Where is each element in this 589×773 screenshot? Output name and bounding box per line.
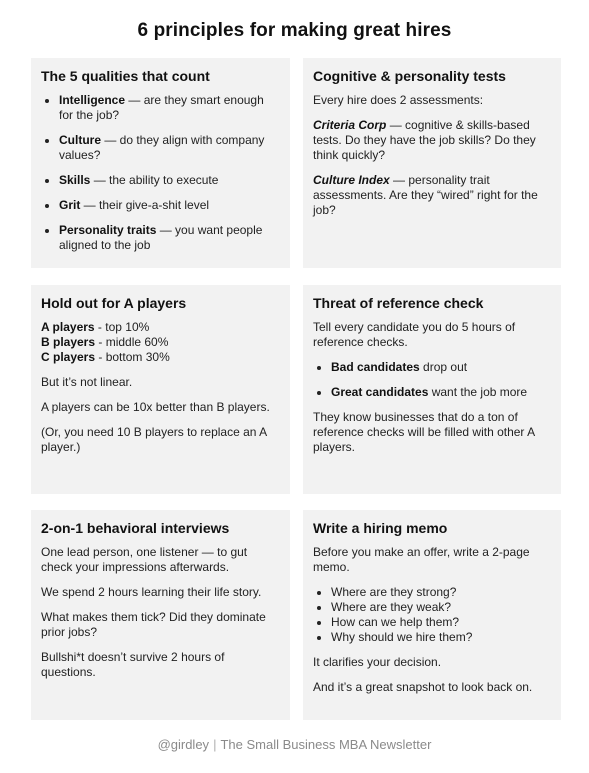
list-item: • Why should we hire them?: [331, 630, 552, 645]
tier-term: C players: [41, 350, 96, 364]
list-item: [331, 360, 552, 375]
list-item: • Where are they weak?: [331, 600, 552, 615]
memo-paragraph: And it’s a great snapshot to look back on.: [313, 680, 533, 694]
qualities-list: [41, 93, 281, 253]
test-term: Criteria Corp: [313, 118, 387, 132]
list-item: [59, 93, 281, 123]
quality-text: — do they align with company values?: [59, 133, 265, 162]
quality-text: — you want people aligned to the job: [59, 223, 263, 252]
test-term: Culture Index: [313, 173, 390, 187]
a-players-paragraph: A players can be 10x better than B players.: [41, 400, 270, 414]
test-text: — cognitive & skills-based tests. Do they have the job skills? Do they think quickly?: [313, 118, 536, 162]
memo-questions: [313, 585, 552, 645]
page-title: 6 principles for making great hires: [137, 20, 452, 41]
interviews-paragraph: What makes them tick? Did they dominate prior jobs?: [41, 610, 266, 639]
list-item: • Where are they strong?: [331, 585, 552, 600]
reference-intro: Tell every candidate you do 5 hours of reference checks.: [313, 320, 516, 349]
quality-term: Grit: [59, 198, 81, 212]
reference-text: want the job more: [428, 385, 528, 399]
quality-text: — the ability to execute: [90, 173, 219, 187]
quality-text: — their give-a-shit level: [80, 198, 210, 212]
footer-separator: |: [213, 737, 217, 752]
a-players-heading: Hold out for A players: [41, 295, 187, 311]
quality-text: — are they smart enough for the job?: [59, 93, 264, 122]
quality-term: Skills: [59, 173, 91, 187]
interviews-paragraph: One lead person, one listener — to gut check your impressions afterwards.: [41, 545, 248, 574]
footer: [0, 737, 589, 752]
a-players-paragraph: But it’s not linear.: [41, 375, 133, 389]
list-item: [59, 223, 281, 253]
memo-intro: Before you make an offer, write a 2-page memo.: [313, 545, 530, 574]
interviews-heading: 2-on-1 behavioral interviews: [41, 520, 230, 536]
memo-heading: Write a hiring memo: [313, 520, 448, 536]
memo-card: [303, 510, 561, 720]
test-text: — personality trait assessments. Are they “wired” right for the job?: [313, 173, 538, 217]
tier-term: B players: [41, 335, 96, 349]
quality-term: Personality traits: [59, 223, 157, 237]
interviews-paragraph: Bullshi*t doesn’t survive 2 hours of questions.: [41, 650, 225, 679]
tier-list: [41, 320, 281, 365]
newsletter-name: The Small Business MBA Newsletter: [220, 737, 432, 752]
tier-term: A players: [41, 320, 95, 334]
list-item: [59, 133, 281, 163]
tier-text: - bottom 30%: [95, 350, 170, 364]
reference-heading: Threat of reference check: [313, 295, 484, 311]
list-item: [59, 173, 281, 188]
reference-term: Great candidates: [331, 385, 429, 399]
tier-text: - top 10%: [94, 320, 150, 334]
tier-row: [41, 335, 281, 350]
a-players-paragraph: (Or, you need 10 B players to replace an A player.): [41, 425, 267, 454]
author-handle: @girdley: [157, 737, 210, 752]
reference-text: drop out: [419, 360, 468, 374]
tier-text: - middle 60%: [95, 335, 169, 349]
interviews-card: [31, 510, 290, 720]
a-players-card: [31, 285, 290, 494]
reference-term: Bad candidates: [331, 360, 420, 374]
quality-term: Intelligence: [59, 93, 126, 107]
tier-row: [41, 320, 281, 335]
test-item: [313, 173, 552, 218]
tests-card: [303, 58, 561, 268]
test-item: [313, 118, 552, 163]
qualities-heading: The 5 qualities that count: [41, 68, 210, 84]
qualities-card: [31, 58, 290, 268]
tier-row: [41, 350, 281, 365]
list-item: [59, 198, 281, 213]
memo-paragraph: It clarifies your decision.: [313, 655, 442, 669]
reference-outro: They know businesses that do a ton of reference checks will be filled with other A players.: [313, 410, 535, 454]
interviews-paragraph: We spend 2 hours learning their life story.: [41, 585, 262, 599]
tests-heading: Cognitive & personality tests: [313, 68, 506, 84]
list-item: • How can we help them?: [331, 615, 552, 630]
reference-card: [303, 285, 561, 494]
quality-term: Culture: [59, 133, 101, 147]
list-item: [331, 385, 552, 400]
tests-intro: Every hire does 2 assessments:: [313, 93, 484, 107]
reference-list: [313, 360, 552, 400]
